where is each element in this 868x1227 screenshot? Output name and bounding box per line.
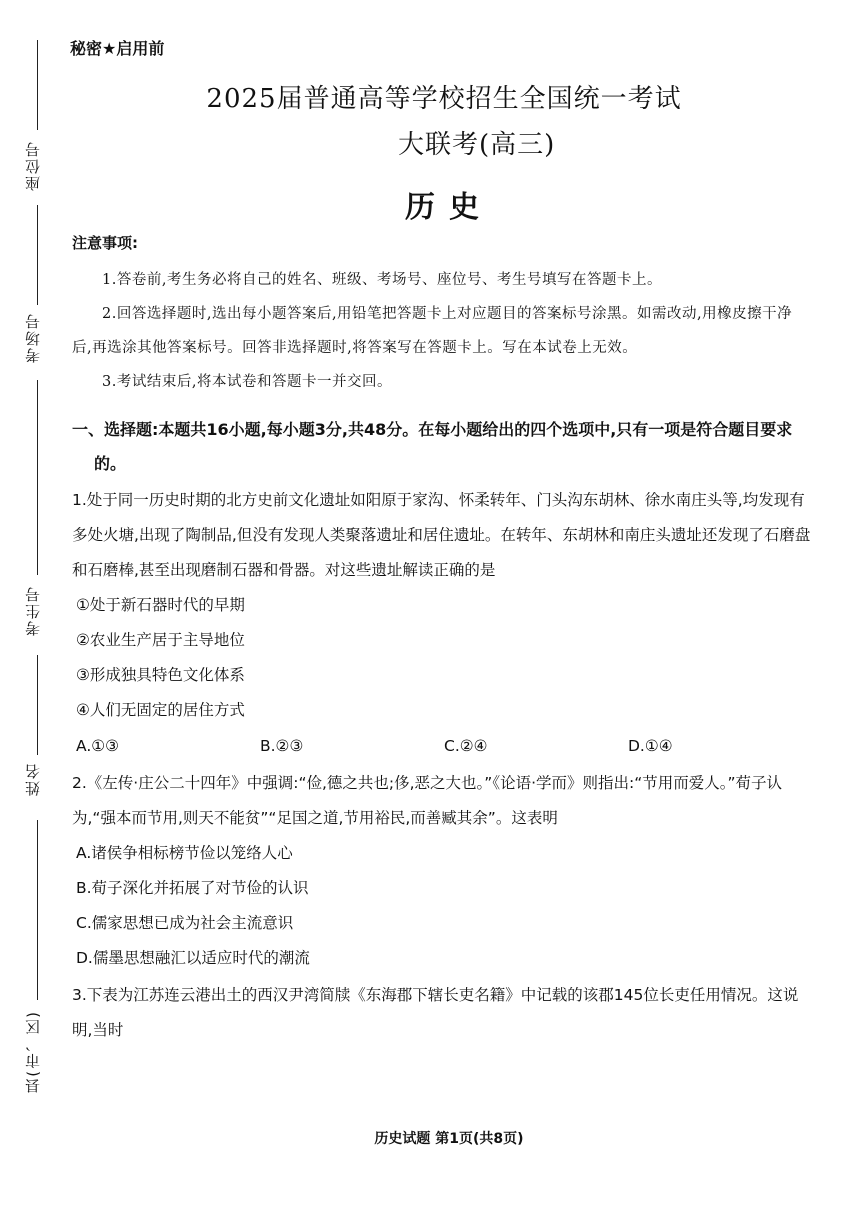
statement: ②农业生产居于主导地位 xyxy=(76,631,245,649)
margin-label-seat: 座位号 xyxy=(24,140,42,191)
option-d: D.①④ xyxy=(628,737,673,755)
notice-title: 注意事项: xyxy=(72,234,138,252)
question-stem: 3.下表为江苏连云港出土的西汉尹湾简牍《东海郡下辖长吏名籍》中记载的该郡145位长吏任用情况。这说明,当时 xyxy=(72,986,799,1039)
option-b: B.②③ xyxy=(260,737,304,755)
paper-body xyxy=(72,232,812,1048)
option-c: C.儒家思想已成为社会主流意识 xyxy=(76,914,294,932)
question-stem: 1.处于同一历史时期的北方史前文化遗址如阳原于家沟、怀柔转年、门头沟东胡林、徐水南庄头等,均发现有多处火塘,出现了陶制品,但没有发现人类聚落遗址和居住遗址。在转年、东胡林和南庄头遗址还发现了石磨盘和石磨棒,甚至出现磨制石器和骨器。对这些遗址解读正确的是 xyxy=(72,491,811,579)
notice-item: 1.答卷前,考生务必将自己的姓名、班级、考场号、座位号、考生号填写在答题卡上。 xyxy=(102,272,662,288)
margin-label-room: 考场号 xyxy=(24,312,42,363)
notice-item: 2.回答选择题时,选出每小题答案后,用铅笔把答题卡上对应题目的答案标号涂黑。如需改动,用橡皮擦干净后,再选涂其他答案标号。回答非选择题时,将答案写在答题卡上。写在本试卷上无效。 xyxy=(72,306,793,356)
margin-rule xyxy=(37,655,38,755)
option-a: A.诸侯争相标榜节俭以笼络人心 xyxy=(76,844,293,862)
margin-label-name: 姓名 xyxy=(24,762,42,796)
question-stem: 2.《左传·庄公二十四年》中强调:“俭,德之共也;侈,恶之大也。”《论语·学而》则指出:“节用而爱人。”荀子认为,“强本而节用,则天不能贫”“足国之道,节用裕民,而善臧其余”。这表明 xyxy=(72,774,783,827)
confidential-mark: 秘密★启用前 xyxy=(70,39,165,58)
statement: ③形成独具特色文化体系 xyxy=(76,666,245,684)
margin-label-county: 县(市、区) xyxy=(24,1010,42,1094)
exam-title: 2025届普通高等学校招生全国统一考试 xyxy=(206,84,682,114)
question-2 xyxy=(72,766,812,976)
margin-rule xyxy=(37,380,38,575)
question-3 xyxy=(72,978,812,1048)
margin-label-candidate-no: 考生号 xyxy=(24,585,42,636)
question-1 xyxy=(72,483,812,764)
page-footer: 历史试题 第1页(共8页) xyxy=(374,1131,524,1147)
option-row xyxy=(72,728,812,764)
option-d: D.儒墨思想融汇以适应时代的潮流 xyxy=(76,949,310,967)
subject-title: 历史 xyxy=(405,190,493,225)
statement: ①处于新石器时代的早期 xyxy=(76,596,245,614)
option-a: A.①③ xyxy=(76,737,120,755)
margin-rule xyxy=(37,820,38,1000)
section-heading: 一、选择题:本题共16小题,每小题3分,共48分。在每小题给出的四个选项中,只有一项是符合题目要求的。 xyxy=(72,420,793,473)
option-b: B.荀子深化并拓展了对节俭的认识 xyxy=(76,879,309,897)
exam-subtitle: 大联考(高三) xyxy=(398,130,556,160)
option-c: C.②④ xyxy=(444,737,488,755)
statement: ④人们无固定的居住方式 xyxy=(76,701,245,719)
notice-item: 3.考试结束后,将本试卷和答题卡一并交回。 xyxy=(102,374,392,390)
